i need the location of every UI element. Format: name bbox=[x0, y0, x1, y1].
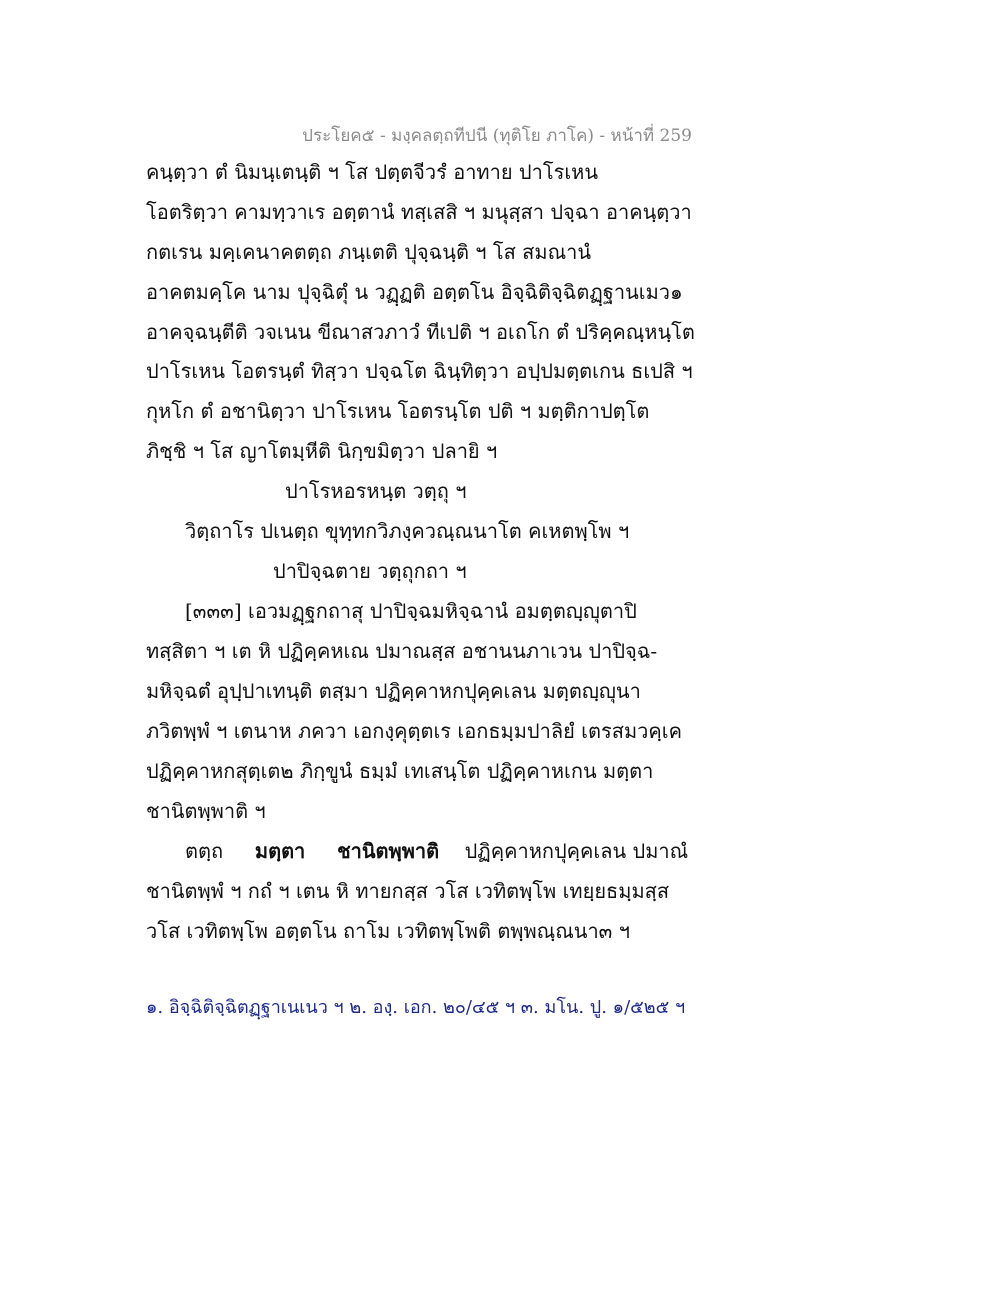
paragraph-line: ทสฺสิตา ฯ เต หิ ปฏิคฺคหเณ ปมาณสฺส อชานนภาเวน ปาปิจฺฉ- bbox=[146, 639, 658, 663]
text-line: คนฺตฺวา ตํ นิมนฺเตนฺติ ฯ โส ปตฺตจีวรํ อาทาย ปาโรเหน bbox=[146, 160, 599, 184]
section-title: ปาปิจฺฉตาย วตฺถุกถา ฯ bbox=[273, 559, 467, 583]
paragraph-line: วโส เวทิตพฺโพ อตฺตโน ถาโม เวทิตพฺโพติ ตพฺพณฺณนา๓ ฯ bbox=[146, 919, 630, 943]
paragraph-line: ชานิตพฺพํ ฯ กถํ ฯ เตน หิ ทายกสฺส วโส เวทิตพฺโพ เทยฺยธมฺมสฺส bbox=[146, 879, 670, 903]
footnotes: ๑. อิจฺฉิติจฺฉิตฏฺฐาเนเนว ฯ ๒. องฺ. เอก. ๒๐/๔๕ ฯ ๓. มโน. ปู. ๑/๕๒๕ ฯ bbox=[146, 997, 686, 1018]
text-line: อาคจฺฉนฺตีติ วจเนน ขีณาสวภาวํ ทีเปติ ฯ อเถโก ตํ ปริคฺคณฺหนฺโต bbox=[146, 320, 695, 344]
para3-rest: ปฏิคฺคาหกปุคฺคเลน ปมาณํ bbox=[464, 839, 689, 863]
paragraph-line: ชานิตพฺพาติ ฯ bbox=[146, 799, 266, 823]
text-line: ปาโรเหน โอตรนฺตํ ทิสฺวา ปจฺฉโต ฉินฺทิตฺวา อปฺปมตฺตเกน ธเปสิ ฯ bbox=[146, 359, 693, 383]
text-line: ภิชฺชิ ฯ โส ญาโตมฺหีติ นิกฺขมิตฺวา ปลายิ ฯ bbox=[146, 439, 498, 463]
bold-term: ชานิตพฺพาติ bbox=[337, 839, 440, 863]
text-line: อาคตมคฺโค นาม ปุจฺฉิตุํ น วฏฺฏติ อตฺตโน อิจฺฉิติจฺฉิตฏฺฐานเมว๑ bbox=[146, 280, 683, 304]
text-line: โอตริตฺวา คามทฺวาเร อตฺตานํ ทสฺเสสิ ฯ มนุสฺสา ปจฺฉา อาคนฺตฺวา bbox=[146, 200, 692, 224]
text-line: กตเรน มคฺเคนาคตตฺถ ภนฺเตติ ปุจฺฉนฺติ ฯ โส สมณานํ bbox=[146, 240, 592, 264]
paragraph-line: วิตฺถาโร ปเนตฺถ ขุทฺทกวิภงฺควณฺณนาโต คเหตพฺโพ ฯ bbox=[185, 519, 630, 543]
page-header: ประโยค๕ - มงฺคลตฺถทีปนี (ทุติโย ภาโค) - หน้าที่ 259 bbox=[302, 126, 692, 146]
para3-prefix: ตตฺถ bbox=[185, 839, 224, 863]
paragraph-line: ภวิตพฺพํ ฯ เตนาห ภควา เอกงฺคุตฺตเร เอกธมฺมปาลิยํ เตรสมวคฺเค bbox=[146, 719, 682, 743]
paragraph-line: มหิจฺฉตํ อุปฺปาเทนฺติ ตสฺมา ปฏิคฺคาหกปุคฺคเลน มตฺตญฺญุนา bbox=[146, 679, 641, 703]
paragraph-line: ปฏิคฺคาหกสุตฺเต๒ ภิกฺขูนํ ธมฺมํ เทเสนฺโต ปฏิคฺคาหเกน มตฺตา bbox=[146, 759, 654, 783]
text-line: กุหโก ตํ อชานิตฺวา ปาโรเหน โอตรนฺโต ปติ ฯ มตฺติกาปตฺโต bbox=[146, 399, 650, 423]
paragraph-line: [๓๓๓] เอวมฏฺฐกถาสุ ปาปิจฺฉมหิจฺฉานํ อมตฺตญฺญุตาปิ bbox=[185, 599, 637, 623]
bold-term: มตฺตา bbox=[254, 839, 306, 863]
paragraph-line bbox=[185, 836, 688, 866]
section-title: ปาโรหอรหนฺต วตฺถุ ฯ bbox=[285, 479, 467, 503]
